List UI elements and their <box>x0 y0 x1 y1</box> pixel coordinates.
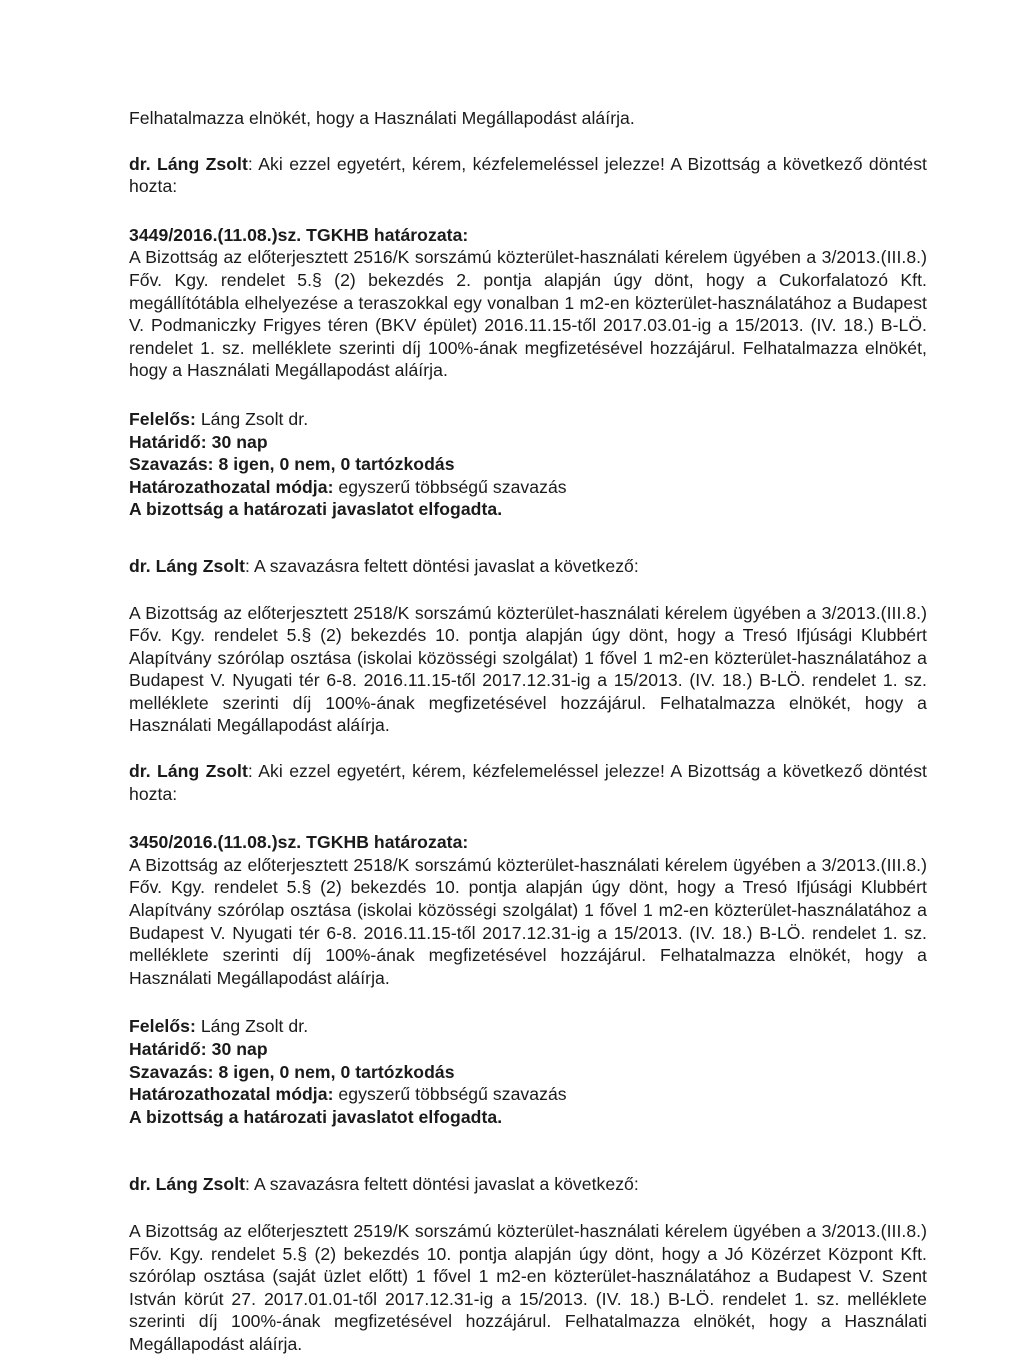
vote-line: Szavazás: 8 igen, 0 nem, 0 tartózkodás <box>129 454 455 475</box>
result-line: A bizottság a határozati javaslatot elfogadta. <box>129 1106 503 1127</box>
chair-statement <box>129 153 927 198</box>
speaker-name: dr. Láng Zsolt <box>129 1174 246 1195</box>
chair-statement <box>129 1173 927 1196</box>
deadline-line: Határidő: 30 nap <box>129 1039 268 1059</box>
speaker-name: dr. Láng Zsolt <box>129 555 246 576</box>
speaker-name: dr. Láng Zsolt <box>129 153 248 174</box>
chair-statement <box>129 555 927 578</box>
chair-statement <box>129 760 927 805</box>
proposal-paragraph: A Bizottság az előterjesztett 2519/K sorszámú közterület-használati kérelem ügyében a 3/2013.(III.8.) Főv. Kgy. rendelet 5.§ (2) bekezdés 10. pontja alapján úgy dönt, hogy a Jó Közérzet Központ Kft. szórólap osztása (saját üzlet előtt) 1 fővel 1 m2-en közterület-használatához a Budapest V. Szent István körút 27. 2017.01.01-től 2017.12.31-ig a 15/2013. (IV. 18.) B-LÖ. rendelet 1. sz. melléklete szerinti díj 100%-ának megfizetésével hozzájárul. Felhatalmazza elnökét, hogy a Használati Megállapodást aláírja. <box>129 1220 927 1354</box>
statement-text: : Aki ezzel egyetért, kérem, kézfelemeléssel jelezze! A Bizottság a következő döntést hozta: <box>129 761 927 804</box>
statement-text: : A szavazásra feltett döntési javaslat a következő: <box>245 555 639 576</box>
resolution-body: A Bizottság az előterjesztett 2518/K sorszámú közterület-használati kérelem ügyében a 3/2013.(III.8.) Főv. Kgy. rendelet 5.§ (2) bekezdés 10. pontja alapján úgy dönt, hogy a Tresó Ifjúsági Klubbért Alapítvány szórólap osztása (iskolai közösségi szolgálat) 1 fővel 1 m2-en közterület-használatához a Budapest V. Nyugati tér 6-8. 2016.11.15-től 2017.12.31-ig a 15/2013. (IV. 18.) B-LÖ. rendelet 1. sz. melléklete szerinti díj 100%-ának megfizetésével hozzájárul. Felhatalmazza elnökét, hogy a Használati Megállapodást aláírja. <box>129 854 927 988</box>
resolution-heading: 3450/2016.(11.08.)sz. TGKHB határozata: <box>129 832 469 853</box>
speaker-name: dr. Láng Zsolt <box>129 761 248 782</box>
voting-method-line: Határozathozatal módja: egyszerű többségű szavazás <box>129 1084 567 1105</box>
proposal-paragraph: A Bizottság az előterjesztett 2518/K sorszámú közterület-használati kérelem ügyében a 3/2013.(III.8.) Főv. Kgy. rendelet 5.§ (2) bekezdés 10. pontja alapján úgy dönt, hogy a Tresó Ifjúsági Klubbért Alapítvány szórólap osztása (iskolai közösségi szolgálat) 1 fővel 1 m2-en közterület-használatához a Budapest V. Nyugati tér 6-8. 2016.11.15-től 2017.12.31-ig a 15/2013. (IV. 18.) B-LÖ. rendelet 1. sz. melléklete szerinti díj 100%-ának megfizetésével hozzájárul. Felhatalmazza elnökét, hogy a Használati Megállapodást aláírja. <box>129 602 927 736</box>
vote-line: Szavazás: 8 igen, 0 nem, 0 tartózkodás <box>129 1061 455 1082</box>
voting-method-line: Határozathozatal módja: egyszerű többségű szavazás <box>129 476 567 497</box>
statement-text: : Aki ezzel egyetért, kérem, kézfelemeléssel jelezze! A Bizottság a következő döntést hozta: <box>129 153 927 197</box>
resolution-body: A Bizottság az előterjesztett 2516/K sorszámú közterület-használati kérelem ügyében a 3/2013.(III.8.) Főv. Kgy. rendelet 5.§ (2) bekezdés 2. pontja alapján úgy dönt, hogy a Cukorfalatozó Kft. megállítótábla elhelyezése a teraszokkal egy vonalban 1 m2-en közterület-használatához a Budapest V. Podmaniczky Frigyes téren (BKV épület) 2016.11.15-től 2017.03.01-ig a 15/2013. (IV. 18.) B-LÖ. rendelet 1. sz. melléklete szerinti díj 100%-ának megfizetésével hozzájárul. Felhatalmazza elnökét, hogy a Használati Megállapodást aláírja. <box>129 247 927 381</box>
result-line: A bizottság a határozati javaslatot elfogadta. <box>129 499 503 520</box>
responsible-line: Felelős: Láng Zsolt dr. <box>129 408 309 429</box>
document-page <box>129 107 927 1356</box>
deadline-line: Határidő: 30 nap <box>129 431 268 452</box>
responsible-line: Felelős: Láng Zsolt dr. <box>129 1016 309 1037</box>
authorization-paragraph: Felhatalmazza elnökét, hogy a Használati Megállapodást aláírja. <box>129 108 635 128</box>
statement-text: : A szavazásra feltett döntési javaslat a következő: <box>245 1174 639 1195</box>
resolution-heading: 3449/2016.(11.08.)sz. TGKHB határozata: <box>129 224 469 245</box>
